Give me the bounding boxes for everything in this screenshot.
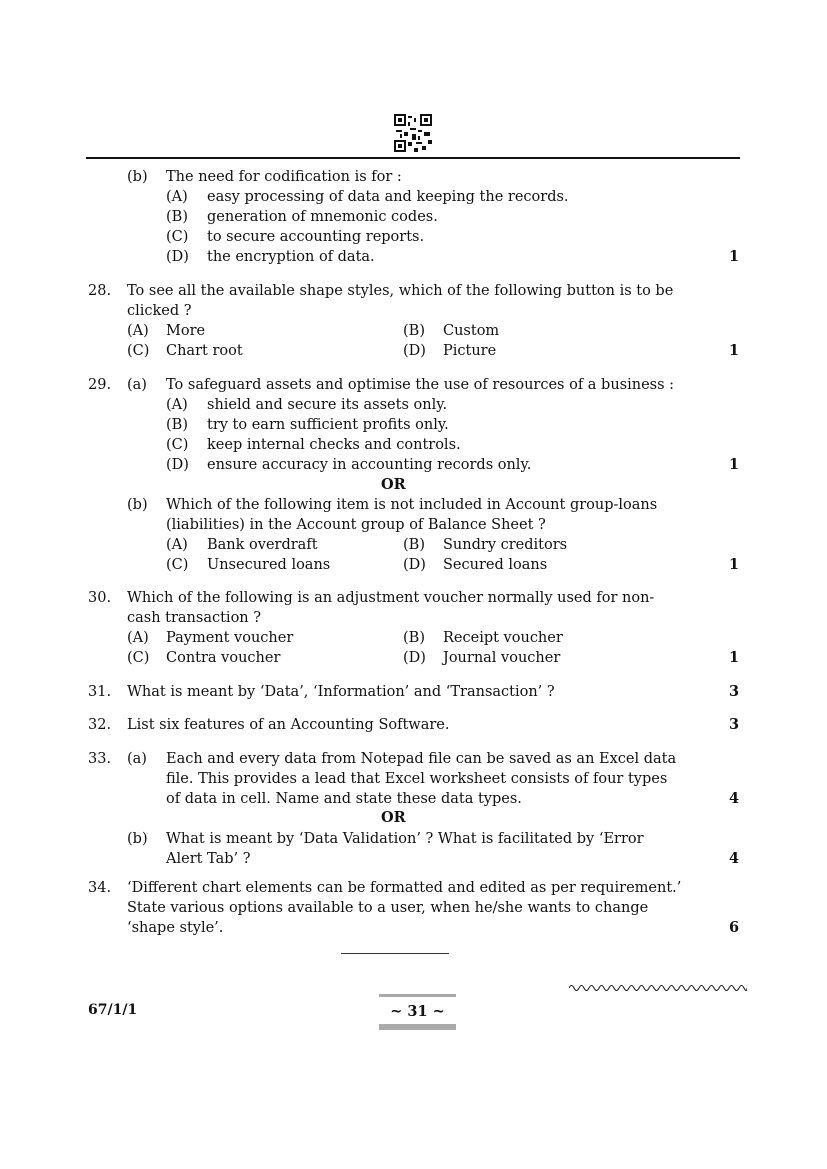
q28-text-line2: clicked ? [127,303,192,319]
q32-marks: 3 [729,716,740,733]
q29b-label: (b) [127,497,148,513]
q30-option-c-key: (C) [127,650,150,666]
q31-marks: 3 [729,683,740,700]
q29a-option-b: try to earn sufficient profits only. [207,417,449,433]
q27b-option-b-key: (B) [166,209,188,225]
q29a-option-a: shield and secure its assets only. [207,397,448,413]
q27b-text: The need for codification is for : [166,169,402,185]
wavy-line-icon [569,982,747,994]
q28-option-b: Custom [443,323,500,339]
page-number-bar-top [379,994,456,997]
q33b-line1: What is meant by ‘Data Validation’ ? What is facilitated by ‘Error [166,831,644,847]
q30-option-b: Receipt voucher [443,630,563,646]
q27b-option-a-key: (A) [166,189,188,205]
q29a-text: To safeguard assets and optimise the use of resources of a business : [166,377,675,393]
q28-text-line1: To see all the available shape styles, which of the following button is to be [127,283,674,299]
q33a-label: (a) [127,751,147,767]
q30-option-d: Journal voucher [443,650,561,666]
q29a-option-b-key: (B) [166,417,188,433]
q33-number: 33. [88,751,112,767]
q29b-option-d-key: (D) [403,557,426,573]
header-rule [86,157,740,159]
q34-line2: State various options available to a user, when he/she wants to change [127,900,649,916]
q33a-line3: of data in cell. Name and state these data types. [166,791,522,807]
q27b-marks: 1 [729,248,740,265]
q34-line1: ‘Different chart elements can be formatted and edited as per requirement.’ [127,880,682,896]
end-rule [341,953,449,954]
q29-number: 29. [88,377,112,393]
q29b-option-a: Bank overdraft [207,537,318,553]
q28-number: 28. [88,283,112,299]
q27b-label: (b) [127,169,148,185]
q29b-option-b-key: (B) [403,537,425,553]
q31-number: 31. [88,684,112,700]
q33b-line2: Alert Tab’ ? [166,851,251,867]
q29b-text-line1: Which of the following item is not included in Account group-loans [166,497,658,513]
q31-text: What is meant by ‘Data’, ‘Information’ and ‘Transaction’ ? [127,684,555,700]
q29a-option-a-key: (A) [166,397,188,413]
q32-number: 32. [88,717,112,733]
q29-or: OR [381,476,406,493]
q34-marks: 6 [729,919,740,936]
q29b-option-b: Sundry creditors [443,537,568,553]
q29b-text-line2: (liabilities) in the Account group of Balance Sheet ? [166,517,546,533]
q28-option-a-key: (A) [127,323,149,339]
q30-option-a-key: (A) [127,630,149,646]
q29b-option-c: Unsecured loans [207,557,331,573]
q28-option-d-key: (D) [403,343,426,359]
q29a-option-d-key: (D) [166,457,189,473]
q29b-option-d: Secured loans [443,557,548,573]
q28-marks: 1 [729,342,740,359]
q27b-option-a: easy processing of data and keeping the records. [207,189,569,205]
q30-marks: 1 [729,649,740,666]
q29a-marks: 1 [729,456,740,473]
q33-or: OR [381,809,406,826]
q27b-option-c-key: (C) [166,229,189,245]
qr-code-icon [394,114,432,152]
q32-text: List six features of an Accounting Software. [127,717,450,733]
q30-number: 30. [88,590,112,606]
q27b-option-c: to secure accounting reports. [207,229,425,245]
q33b-marks: 4 [729,850,740,867]
q27b-option-d-key: (D) [166,249,189,265]
q27b-option-b: generation of mnemonic codes. [207,209,438,225]
q30-text-line2: cash transaction ? [127,610,262,626]
q28-option-a: More [166,323,206,339]
page-number-bar-bottom [379,1024,456,1030]
q34-line3: ‘shape style’. [127,920,224,936]
q29a-option-c: keep internal checks and controls. [207,437,461,453]
q27b-option-d: the encryption of data. [207,249,375,265]
q28-option-c-key: (C) [127,343,150,359]
page-number: ~ 31 ~ [390,1003,445,1020]
q33b-label: (b) [127,831,148,847]
q30-text-line1: Which of the following is an adjustment voucher normally used for non- [127,590,655,606]
q33a-line1: Each and every data from Notepad file can be saved as an Excel data [166,751,677,767]
q29b-marks: 1 [729,556,740,573]
q29b-option-c-key: (C) [166,557,189,573]
q29a-option-c-key: (C) [166,437,189,453]
q28-option-c: Chart root [166,343,243,359]
q33a-line2: file. This provides a lead that Excel worksheet consists of four types [166,771,668,787]
q30-option-a: Payment voucher [166,630,294,646]
q30-option-d-key: (D) [403,650,426,666]
paper-code: 67/1/1 [88,1002,138,1018]
q29a-option-d: ensure accuracy in accounting records only. [207,457,532,473]
q33a-marks: 4 [729,790,740,807]
q28-option-d: Picture [443,343,497,359]
q29b-option-a-key: (A) [166,537,188,553]
q34-number: 34. [88,880,112,896]
q28-option-b-key: (B) [403,323,425,339]
q29a-label: (a) [127,377,147,393]
q30-option-c: Contra voucher [166,650,281,666]
q30-option-b-key: (B) [403,630,425,646]
